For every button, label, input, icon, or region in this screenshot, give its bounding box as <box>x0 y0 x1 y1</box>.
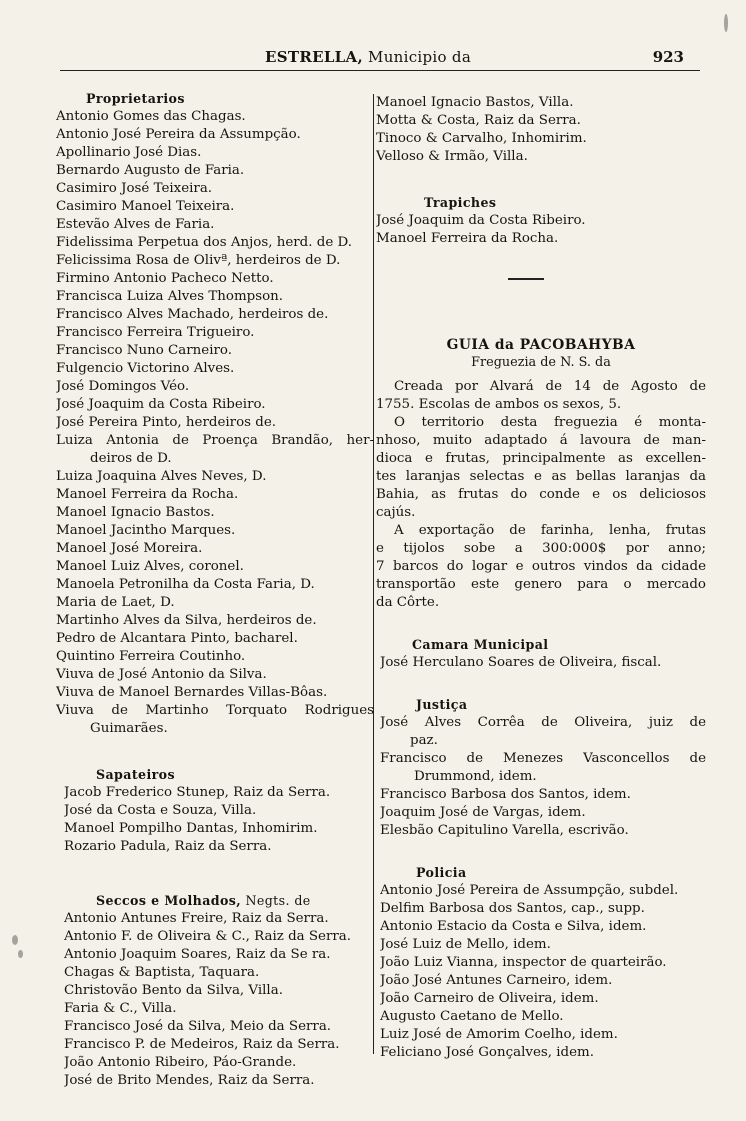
paragraph-line: da Côrte. <box>376 595 440 610</box>
list-item: Estevão Alves de Faria. <box>56 217 215 232</box>
list-item: Francisco Alves Machado, herdeiros de. <box>56 307 329 322</box>
print-speck <box>12 935 18 945</box>
paragraph-line: O territorio desta freguezia é monta- <box>394 415 706 430</box>
paragraph-line: cajús. <box>376 505 416 520</box>
list-item: Bernardo Augusto de Faria. <box>56 163 245 178</box>
list-item: Manoel Pompilho Dantas, Inhomirim. <box>64 821 318 836</box>
list-item: José Herculano Soares de Oliveira, fiscal. <box>380 655 662 670</box>
guia-paragraph-2 <box>376 414 706 522</box>
section-gap <box>376 166 706 184</box>
list-item-continuation: deiros de D. <box>90 451 172 466</box>
list-item: Tinoco & Carvalho, Inhomirim. <box>376 131 587 146</box>
guia-title: GUIA da PACOBAHYBA <box>446 337 636 353</box>
justica-block <box>376 714 706 840</box>
list-item: Casimiro Manoel Teixeira. <box>56 199 235 214</box>
policia-list <box>376 882 706 1062</box>
list-item: Rozario Padula, Raiz da Serra. <box>64 839 272 854</box>
list-item: Manoel Ferreira da Rocha. <box>376 231 559 246</box>
list-item: José Alves Corrêa de Oliveira, juiz de <box>380 715 706 730</box>
print-speck <box>18 950 23 958</box>
list-item: Francisco Nuno Carneiro. <box>56 343 233 358</box>
list-item: Motta & Costa, Raiz da Serra. <box>376 113 581 128</box>
list-item: Maria de Laet, D. <box>56 595 175 610</box>
list-item: Elesbão Capitulino Varella, escrivão. <box>380 823 629 838</box>
list-item: Fidelissima Perpetua dos Anjos, herd. de D. <box>56 235 353 250</box>
right-column <box>376 90 706 1062</box>
list-item: Pedro de Alcantara Pinto, bacharel. <box>56 631 298 646</box>
list-item: Fulgencio Victorino Alves. <box>56 361 235 376</box>
sapateiros-heading: Sapateiros <box>96 767 175 782</box>
page-header <box>60 48 700 70</box>
seccos-heading <box>56 892 374 910</box>
proprietarios-list-2 <box>56 468 374 702</box>
list-item: João Luiz Vianna, inspector de quarteirão. <box>380 955 667 970</box>
section-gap <box>376 840 706 858</box>
paragraph-line: tes laranjas selectas e as bellas laranjas da <box>376 469 706 484</box>
paragraph-line: transportão este genero para o mercado <box>376 577 706 592</box>
list-item: Manoela Petronilha da Costa Faria, D. <box>56 577 315 592</box>
list-item: Luiza Antonia de Proença Brandão, her- <box>56 433 374 448</box>
section-gap <box>376 184 706 194</box>
list-item: João Carneiro de Oliveira, idem. <box>380 991 599 1006</box>
list-item: José Pereira Pinto, herdeiros de. <box>56 415 277 430</box>
section-gap <box>376 612 706 630</box>
sapateiros-list <box>56 784 374 856</box>
continued-list <box>376 94 706 166</box>
paragraph-line: nhoso, muito adaptado á lavoura de man- <box>376 433 706 448</box>
print-speck <box>724 14 728 32</box>
list-item: Manoel Ferreira da Rocha. <box>56 487 239 502</box>
proprietarios-heading: Proprietarios <box>86 91 185 106</box>
list-item: Luiz José de Amorim Coelho, idem. <box>380 1027 618 1042</box>
list-item: Christovão Bento da Silva, Villa. <box>64 983 283 998</box>
list-item-continuation: Drummond, idem. <box>414 769 537 784</box>
list-item: José Joaquim da Costa Ribeiro. <box>56 397 266 412</box>
list-item: Augusto Caetano de Mello. <box>380 1009 564 1024</box>
list-item: Jacob Frederico Stunep, Raiz da Serra. <box>64 785 331 800</box>
list-item: Manoel José Moreira. <box>56 541 203 556</box>
justica-heading: Justiça <box>416 697 468 712</box>
list-item: Casimiro José Teixeira. <box>56 181 213 196</box>
paragraph-line: 7 barcos do logar e outros vindos da cidade <box>376 559 706 574</box>
list-item: José da Costa e Souza, Villa. <box>64 803 257 818</box>
list-item: Francisco Ferreira Trigueiro. <box>56 325 255 340</box>
list-item: Velloso & Irmão, Villa. <box>376 149 528 164</box>
list-item: Francisco José da Silva, Meio da Serra. <box>64 1019 332 1034</box>
list-item: Francisca Luiza Alves Thompson. <box>56 289 284 304</box>
list-item: Antonio Gomes das Chagas. <box>56 109 246 124</box>
list-item: Felicissima Rosa de Olivª, herdeiros de D. <box>56 253 341 268</box>
section-gap <box>376 266 706 278</box>
list-item: Antonio Antunes Freire, Raiz da Serra. <box>64 911 329 926</box>
list-item: Antonio José Pereira da Assumpção. <box>56 127 301 142</box>
list-item: Manoel Luiz Alves, coronel. <box>56 559 244 574</box>
list-item-continuation: Guimarães. <box>90 721 168 736</box>
list-item: Antonio José Pereira de Assumpção, subdel. <box>380 883 679 898</box>
list-item: Antonio Joaquim Soares, Raiz da Se ra. <box>64 947 331 962</box>
list-item: João José Antunes Carneiro, idem. <box>380 973 613 988</box>
list-item: Luiza Joaquina Alves Neves, D. <box>56 469 267 484</box>
list-item-continuation: paz. <box>410 733 438 748</box>
list-item: José Domingos Véo. <box>56 379 190 394</box>
list-item: Manoel Jacintho Marques. <box>56 523 236 538</box>
list-item: Viuva de Martinho Torquato Rodrigues <box>56 703 374 718</box>
trapiches-list <box>376 212 706 248</box>
list-item: José Luiz de Mello, idem. <box>380 937 551 952</box>
list-item: Antonio Estacio da Costa e Silva, idem. <box>380 919 647 934</box>
paragraph-line: e tijolos sobe a 300:000$ por anno; <box>376 541 706 556</box>
list-item: Firmino Antonio Pacheco Netto. <box>56 271 274 286</box>
list-item: Quintino Ferreira Coutinho. <box>56 649 246 664</box>
guia-paragraph-1 <box>376 378 706 414</box>
camara-list <box>376 654 706 672</box>
list-item: José Joaquim da Costa Ribeiro. <box>376 213 586 228</box>
paragraph-line: dioca e frutas, principalmente as excellen- <box>376 451 706 466</box>
list-item: Manoel Ignacio Bastos. <box>56 505 215 520</box>
paragraph-line: Creada por Alvará de 14 de Agosto de <box>394 379 706 394</box>
list-item: Chagas & Baptista, Taquara. <box>64 965 260 980</box>
list-item: Francisco P. de Medeiros, Raiz da Serra. <box>64 1037 340 1052</box>
seccos-heading-bold: Seccos e Molhados, <box>96 893 242 908</box>
list-item: Francisco Barbosa dos Santos, idem. <box>380 787 631 802</box>
guia-paragraph-3 <box>376 522 706 612</box>
list-item: João Antonio Ribeiro, Páo-Grande. <box>64 1055 297 1070</box>
seccos-list <box>56 910 374 1090</box>
guia-subtitle: Freguezia de N. S. da <box>471 355 611 370</box>
seccos-heading-rest: Negts. de <box>241 893 311 908</box>
paragraph-line: 1755. Escolas de ambos os sexos, 5. <box>376 397 622 412</box>
list-item: Manoel Ignacio Bastos, Villa. <box>376 95 574 110</box>
list-item: Feliciano José Gonçalves, idem. <box>380 1045 594 1060</box>
page-number: 923 <box>652 48 684 66</box>
section-gap <box>376 672 706 690</box>
proprietarios-list <box>56 108 374 432</box>
list-item: Delfim Barbosa dos Santos, cap., supp. <box>380 901 645 916</box>
camara-heading: Camara Municipal <box>412 637 549 652</box>
trapiches-heading: Trapiches <box>424 195 497 210</box>
list-item: José de Brito Mendes, Raiz da Serra. <box>64 1073 315 1088</box>
list-item: Apollinario José Dias. <box>56 145 202 160</box>
list-item: Francisco de Menezes Vasconcellos de <box>380 751 706 766</box>
section-gap <box>56 738 374 756</box>
list-item: Viuva de Manoel Bernardes Villas-Bôas. <box>56 685 328 700</box>
paragraph-line: A exportação de farinha, lenha, frutas <box>394 523 706 538</box>
list-item: Viuva de José Antonio da Silva. <box>56 667 267 682</box>
paragraph-line: Bahia, as frutas do conde e os deliciosos <box>376 487 706 502</box>
section-gap <box>376 280 706 336</box>
section-gap <box>376 248 706 266</box>
section-gap <box>56 856 374 874</box>
left-column <box>56 90 374 1090</box>
list-item: Martinho Alves da Silva, herdeiros de. <box>56 613 317 628</box>
header-rule <box>60 70 700 71</box>
running-title-bold: ESTRELLA, <box>265 48 363 66</box>
list-item: Antonio F. de Oliveira & C., Raiz da Serra. <box>64 929 352 944</box>
running-title <box>265 48 471 66</box>
justica-list <box>380 786 706 840</box>
list-item: Faria & C., Villa. <box>64 1001 177 1016</box>
running-title-rest: Municipio da <box>362 48 472 66</box>
section-gap <box>56 874 374 892</box>
policia-heading: Policia <box>416 865 467 880</box>
list-item: Joaquim José de Vargas, idem. <box>380 805 586 820</box>
